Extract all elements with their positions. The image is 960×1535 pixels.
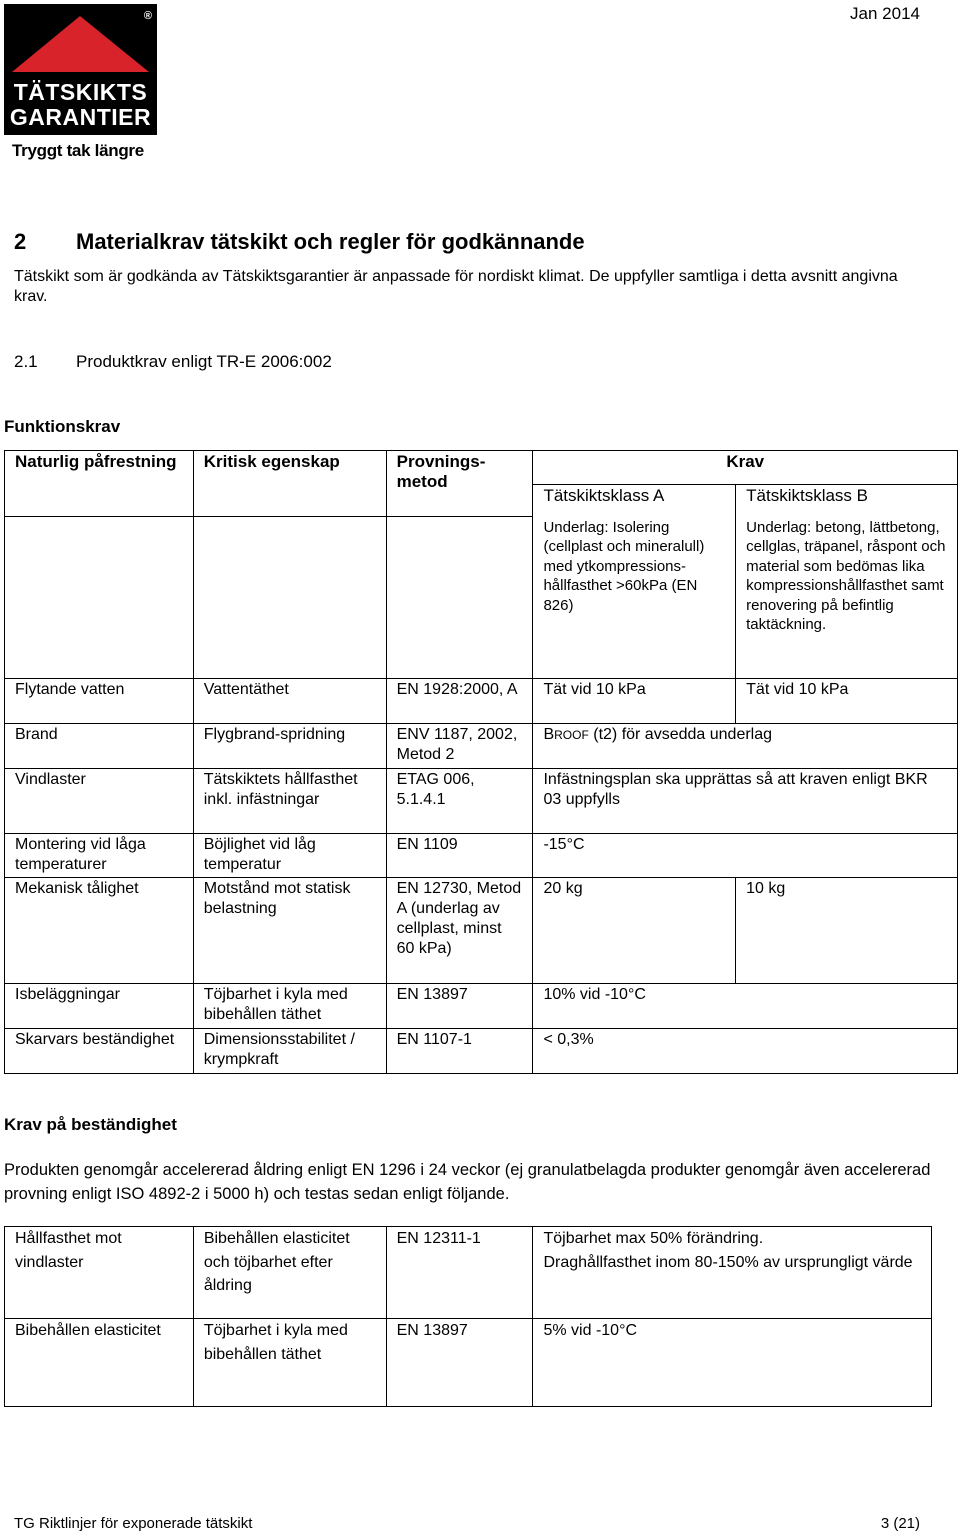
row-krav-b: 10 kg xyxy=(736,878,958,984)
row-metod: ETAG 006, 5.1.4.1 xyxy=(386,769,533,834)
table-row xyxy=(5,878,958,984)
row-krav-a: 10% vid -10°C xyxy=(533,984,736,1029)
row-krav-a: Tät vid 10 kPa xyxy=(533,679,736,724)
section-number: 2 xyxy=(14,229,27,254)
row-c: EN 13897 xyxy=(386,1319,533,1407)
row-kritisk: Tätskiktets hållfasthet inkl. infästningar xyxy=(193,769,386,834)
table-row xyxy=(5,724,958,769)
tatskikts-garantier-logo xyxy=(4,4,157,135)
table-row xyxy=(5,834,958,878)
table-row xyxy=(5,1319,932,1407)
row-krav-ab xyxy=(533,724,958,769)
table-row xyxy=(5,984,958,1029)
section-title: Materialkrav tätskikt och regler för godkännande xyxy=(76,229,585,254)
funktionskrav-heading: Funktionskrav xyxy=(4,417,121,436)
underlag-a: Underlag: Isolering (cellplast och mineralull) med ytkompressions-hållfasthet >60kPa (EN 826) xyxy=(533,517,736,679)
header-date: Jan 2014 xyxy=(850,4,920,23)
row-naturlig: Brand xyxy=(5,724,194,769)
subsection-number: 2.1 xyxy=(14,352,38,371)
header-class-b: Tätskiktsklass B xyxy=(736,485,958,517)
bestandighet-heading: Krav på beständighet xyxy=(4,1115,177,1134)
row-krav-b xyxy=(736,984,958,1029)
row-krav-b xyxy=(736,834,958,878)
row-d xyxy=(533,1227,932,1319)
row-krav-b: Tät vid 10 kPa xyxy=(736,679,958,724)
row-d-line2: Draghållfasthet inom 80-150% av ursprungligt värde xyxy=(543,1253,913,1271)
header-class-a: Tätskiktsklass A xyxy=(533,485,736,517)
header-kritisk: Kritisk egenskap xyxy=(193,451,386,517)
row-d-line1: 5% vid -10°C xyxy=(543,1322,638,1339)
bestandighet-text: Produkten genomgår accelererad åldring enligt EN 1296 i 24 veckor (ej granulatbelagda produkter genomgår även accelererad provning enligt ISO 4892-2 i 5000 h) och testas sedan enligt följande. xyxy=(4,1161,931,1203)
underlag-b: Underlag: betong, lättbetong, cellglas, träpanel, råspont och material som bedömas lika kompressionshållfasthet samt renovering på befintlig taktäckning. xyxy=(736,517,958,679)
header-provningsmetod: Provnings- metod xyxy=(386,451,533,517)
row-krav-ab: Infästningsplan ska upprättas så att kraven enligt BKR 03 uppfylls xyxy=(533,769,958,834)
footer-page-number: 3 (21) xyxy=(880,1515,920,1532)
row-krav-a: < 0,3% xyxy=(533,1029,736,1074)
row-b: Bibehållen elasticitet och töjbarhet efter åldring xyxy=(193,1227,386,1319)
row-d-line1: Töjbarhet max 50% förändring. xyxy=(543,1230,764,1247)
bestandighet-table xyxy=(4,1226,932,1407)
empty-cell xyxy=(5,517,194,679)
row-naturlig: Montering vid låga temperaturer xyxy=(5,834,194,878)
empty-cell xyxy=(193,517,386,679)
subsection-title: Produktkrav enligt TR-E 2006:002 xyxy=(76,352,332,371)
row-naturlig: Skarvars beständighet xyxy=(5,1029,194,1074)
table-row xyxy=(5,1029,958,1074)
row-a: Bibehållen elasticitet xyxy=(5,1319,194,1407)
row-b: Töjbarhet i kyla med bibehållen täthet xyxy=(193,1319,386,1407)
row-kritisk: Flygbrand-spridning xyxy=(193,724,386,769)
funktionskrav-table xyxy=(4,450,958,1074)
broof-sc: ROOF xyxy=(554,728,589,742)
row-kritisk: Töjbarhet i kyla med bibehållen täthet xyxy=(193,984,386,1029)
logo-line1: TÄTSKIKTS xyxy=(13,79,148,105)
table-row xyxy=(5,679,958,724)
broof-b: B xyxy=(543,726,555,743)
row-metod: EN 1928:2000, A xyxy=(386,679,533,724)
row-metod: ENV 1187, 2002, Metod 2 xyxy=(386,724,533,769)
table-row xyxy=(5,769,958,834)
row-metod: EN 1109 xyxy=(386,834,533,878)
table-row xyxy=(5,1227,932,1319)
row-metod: EN 13897 xyxy=(386,984,533,1029)
row-metod: EN 12730, Metod A (underlag av cellplast, minst 60 kPa) xyxy=(386,878,533,984)
row-naturlig: Isbeläggningar xyxy=(5,984,194,1029)
empty-cell xyxy=(386,517,533,679)
row-a: Hållfasthet mot vindlaster xyxy=(5,1227,194,1319)
logo-tagline: Tryggt tak längre xyxy=(12,141,144,160)
section-intro: Tätskikt som är godkända av Tätskiktsgarantier är anpassade för nordiskt klimat. De uppfyller samtliga i detta avsnitt angivna krav. xyxy=(14,268,898,305)
broof-rest: (t2) för avsedda underlag xyxy=(588,726,773,743)
row-c: EN 12311-1 xyxy=(386,1227,533,1319)
row-kritisk: Vattentäthet xyxy=(193,679,386,724)
row-metod: EN 1107-1 xyxy=(386,1029,533,1074)
header-naturlig: Naturlig påfrestning xyxy=(5,451,194,517)
footer-title: TG Riktlinjer för exponerade tätskikt xyxy=(14,1515,253,1532)
row-krav-a: 20 kg xyxy=(533,878,736,984)
row-krav-a: -15°C xyxy=(533,834,736,878)
row-kritisk: Motstånd mot statisk belastning xyxy=(193,878,386,984)
row-naturlig: Mekanisk tålighet xyxy=(5,878,194,984)
row-naturlig: Vindlaster xyxy=(5,769,194,834)
row-krav-b xyxy=(736,1029,958,1074)
header-krav: Krav xyxy=(533,451,958,485)
row-kritisk: Böjlighet vid låg temperatur xyxy=(193,834,386,878)
row-d xyxy=(533,1319,932,1407)
logo-line2: GARANTIER xyxy=(9,104,152,130)
registered-mark: ® xyxy=(143,10,152,22)
row-kritisk: Dimensionsstabilitet / krympkraft xyxy=(193,1029,386,1074)
row-naturlig: Flytande vatten xyxy=(5,679,194,724)
